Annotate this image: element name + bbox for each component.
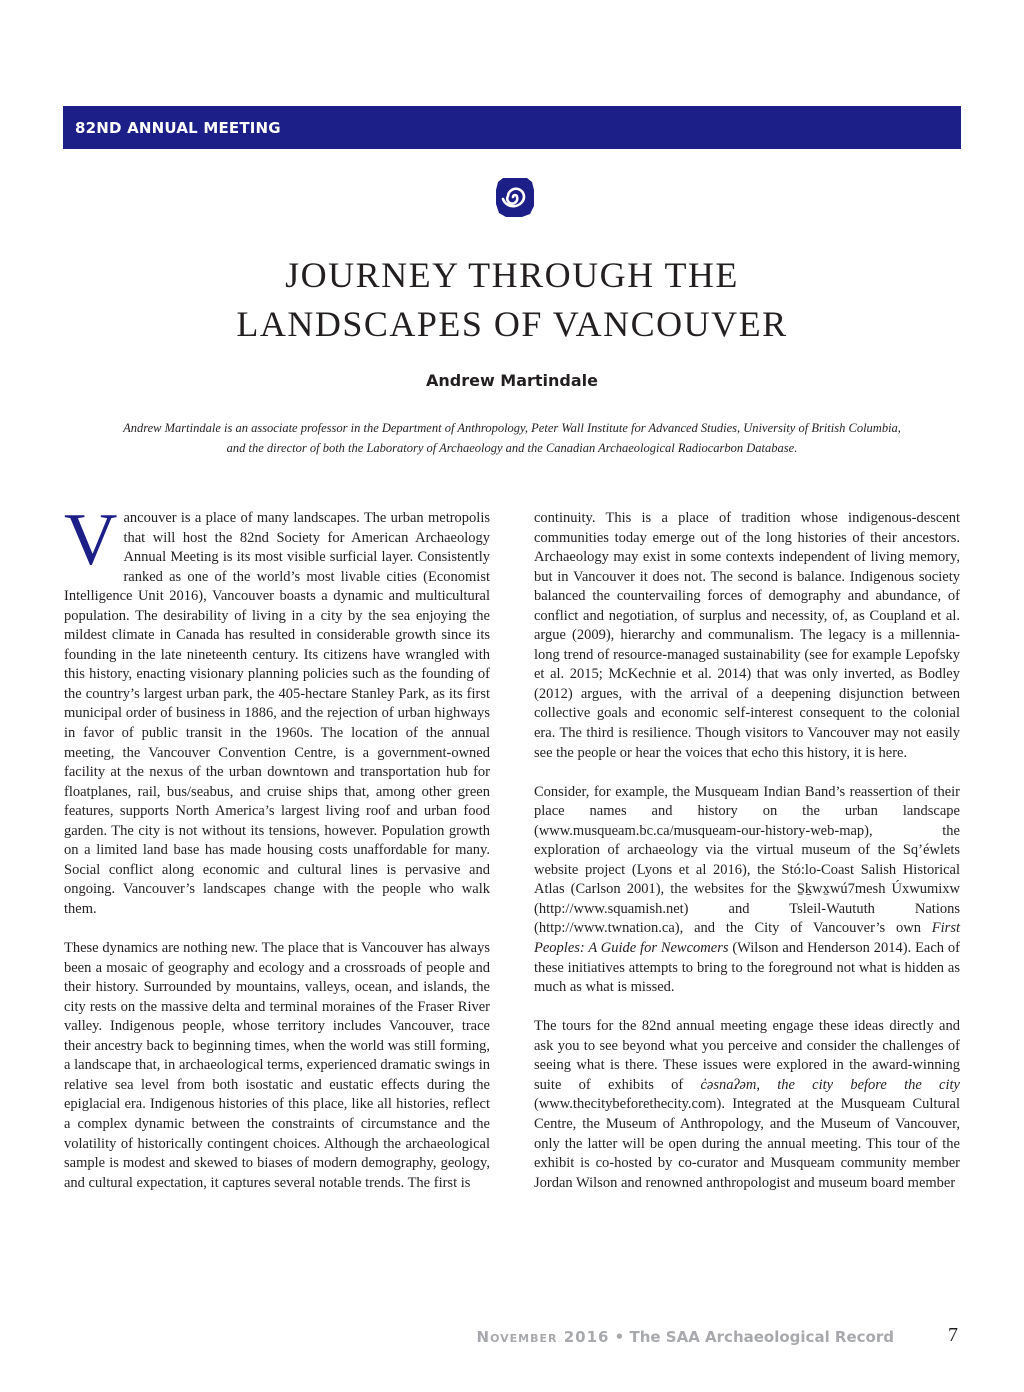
paragraph-4 <box>534 783 960 998</box>
paragraph-5-text-a: The tours for the 82nd annual meeting engage these ideas directly and ask you to see beyond what you perceive and consider the challenges of seeing what is there. These issues were explored in the award-winning suite of exhibits of <box>534 1018 960 1093</box>
article-title-line-1: JOURNEY THROUGH THE <box>285 255 739 295</box>
paragraph-3: continuity. This is a place of tradition whose indigenous-descent communities today emerge out of the long histories of their ancestors. Archaeology may exist in some contexts independent of living memory, but in Vancouver it does not. The second is balance. Indigenous society balanced the countervailing forces of demography and abundance, of conflict and negotiation, of surplus and necessity, of, as Coupland et al. argue (2009), hierarchy and communalism. The legacy is a millennia-long trend of resource-managed sustainability (see for example Lepofsky et al. 2015; McKechnie et al. 2014) that was only inverted, as Bodley (2012) argues, with the arrival of a deepening disjunction between collective goals and economic self-interest consequent to the colonial era. The third is resilience. Though visitors to Vancouver may not easily see the people or hear the voices that echo this history, it is here. <box>534 510 960 761</box>
paragraph-1-text: ancouver is a place of many landscapes. The urban metropolis that will host the 82nd Society for American Archaeology Annual Meeting is its most visible surficial layer. Consistently ranked as one of the world’s most livable cities (Economist Intelligence Unit 2016), Vancouver boasts a dynamic and multicultural population. The desirability of living in a city by the sea enjoying the mildest climate in Canada has resulted in considerable growth since its founding in the late nineteenth century. Its citizens have wrangled with this history, enacting visionary planning policies such as the founding of the country’s largest urban park, the 405-hectare Stanley Park, as its first municipal order of business in 1886, and the rejection of urban highways in favor of public transit in the 1960s. The location of the annual meeting, the Vancouver Convention Centre, is a government-owned facility at the nexus of the urban downtown and transportation hub for floatplanes, rail, bus/seabus, and cruise ships that, among other green features, supports North America’s largest living roof and urban food garden. The city is not without its tensions, however. Population growth on a limited land base has made housing costs unaffordable for many. Social conflict along economic and cultural lines is pervasive and ongoing. Vancouver’s landscapes change with the people who walk them. <box>64 510 490 917</box>
paragraph-4-text-a: Consider, for example, the Musqueam Indian Band’s reassertion of their place names and history on the urban landscape (www.musqueam.bc.ca/musqueam-our-history-web-map), the exploration of archaeology via the virtual museum of the Sq’éwlets website project (Lyons et al 2016), the Stó:lo-Coast Salish Historical Atlas (Carlson 2001), the websites for the S̱ḵwx̱wú7mesh Úxwumixw (http://www.squamish.net) and Tsleil-Waututh Nations (http://www.twnation.ca), and the City of Vancouver’s own <box>534 783 960 937</box>
author-bio <box>68 418 956 458</box>
section-banner <box>63 106 961 149</box>
paragraph-2: These dynamics are nothing new. The place that is Vancouver has always been a mosaic of geography and ecology and a crossroads of people and their history. Surrounded by mountains, valleys, ocean, and islands, the city rests on the massive delta and terminal moraines of the Fraser River valley. Indigenous people, whose territory includes Vancouver, trace their ancestry back to beginning times, when the world was still forming, a landscape that, in archaeological terms, experienced dramatic swings in relative sea level from both isostatic and eustatic effects during the epiglacial era. Indigenous histories of this place, like all histories, reflect a complex dynamic between the constraints of circumstance and the volatility of historically contingent choices. Although the archaeological sample is modest and skewed to biases of modern demography, geology, and cultural expectation, it captures several notable trends. The first is <box>64 940 490 1191</box>
left-column <box>64 499 490 1213</box>
right-column <box>534 509 960 1213</box>
footer-bullet: • <box>614 1328 625 1346</box>
author-bio-line-1: Andrew Martindale is an associate professor in the Department of Anthropology, Peter Wall Institute for Advanced Studies, University of British Columbia, <box>123 421 901 435</box>
footer-month: November 2016 <box>476 1328 610 1346</box>
paragraph-5-italic: c̓əsnaʔəm, the city before the city <box>700 1076 960 1093</box>
article-title-line-2: LANDSCAPES OF VANCOUVER <box>236 304 788 344</box>
page-footer <box>0 1324 1024 1354</box>
page-number: 7 <box>948 1324 958 1346</box>
section-label: 82ND ANNUAL MEETING <box>75 118 281 137</box>
spiral-logo-icon <box>494 176 536 218</box>
footer-publication: The SAA Archaeological Record <box>629 1328 894 1346</box>
author-bio-line-2: and the director of both the Laboratory of Archaeology and the Canadian Archaeological Radiocarbon Database. <box>226 441 798 455</box>
footer-publication-line <box>477 1328 894 1346</box>
paragraph-4-text-b: (Wilson and Henderson 2014). Each of these initiatives attempts to bring to the foreground not what is hidden as much as what is missed. <box>534 940 960 996</box>
paragraph-5-text-b: (www.thecitybeforethecity.com). Integrated at the Musqueam Cultural Centre, the Museum of Anthropology, and the Museum of Vancouver, only the latter will be open during the annual meeting. This tour of the exhibit is co-hosted by co-curator and Musqueam community member Jordan Wilson and renowned anthropologist and museum board member <box>534 1096 960 1191</box>
paragraph-5 <box>534 1017 960 1193</box>
paragraph-1 <box>64 499 490 919</box>
drop-cap: V <box>64 499 118 581</box>
paragraph-4-italic: First Peoples: A Guide for Newcomers <box>534 920 960 957</box>
author-name: Andrew Martindale <box>425 371 599 390</box>
